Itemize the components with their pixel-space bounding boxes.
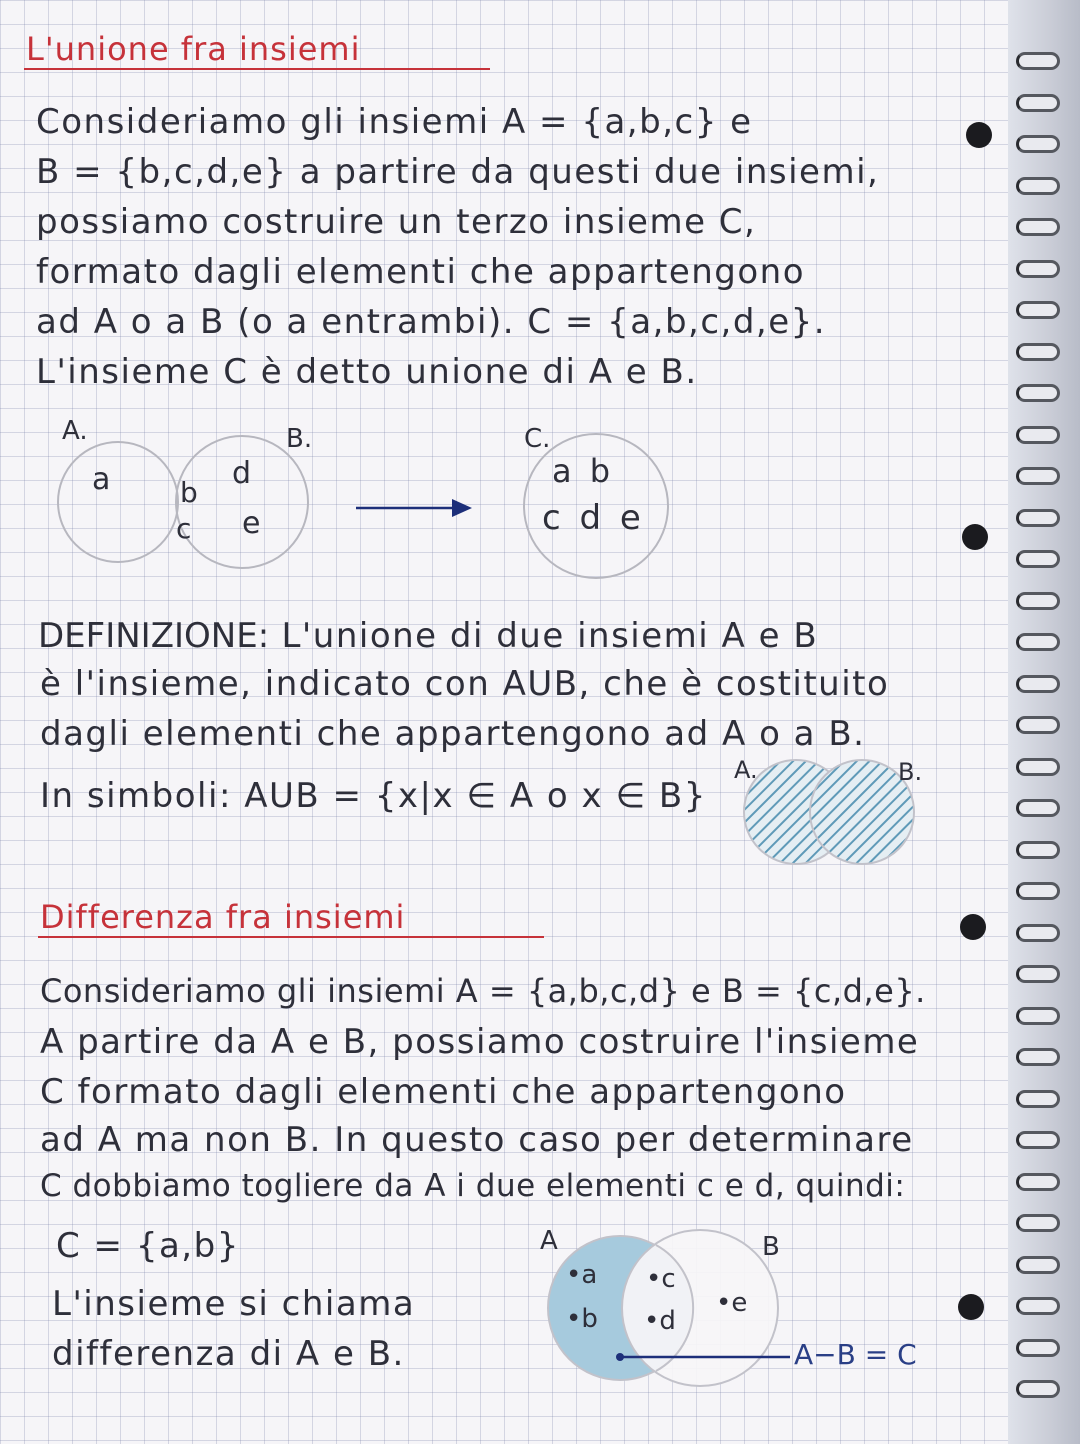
punch-hole [960,914,986,940]
union-element: c [176,512,192,545]
spiral-ring [1016,965,1060,983]
union-text-line: ad A o a B (o a entrambi). C = {a,b,c,d,e}. [36,302,827,342]
difference-text-line: differenza di A e B. [52,1334,405,1374]
spiral-ring [1016,52,1060,70]
spiral-ring [1016,177,1060,195]
union-text-line: possiamo costruire un terzo insieme C, [36,202,757,242]
spiral-ring [1016,509,1060,527]
definition-keyword: DEFINIZIONE: [38,616,270,656]
difference-element: •b [566,1304,598,1334]
spiral-ring [1016,1173,1060,1191]
spiral-ring [1016,384,1060,402]
spiral-ring [1016,758,1060,776]
spiral-ring [1016,94,1060,112]
spiral-ring [1016,301,1060,319]
spiral-ring [1016,1297,1060,1315]
spiral-ring [1016,426,1060,444]
difference-label-b: B [762,1232,780,1262]
spiral-ring [1016,467,1060,485]
difference-text-line: A partire da A e B, possiamo costruire l'insieme [40,1022,920,1062]
label-set-b: B. [286,424,313,454]
spiral-ring [1016,260,1060,278]
spiral-ring [1016,924,1060,942]
spiral-ring [1016,1380,1060,1398]
spiral-ring [1016,343,1060,361]
punch-hole [958,1294,984,1320]
difference-element: •e [716,1288,748,1318]
difference-element: •c [646,1264,676,1294]
union-result-elements: a b [552,452,615,490]
spiral-ring [1016,592,1060,610]
spiral-ring [1016,1090,1060,1108]
spiral-ring [1016,716,1060,734]
difference-text-line: Consideriamo gli insiemi A = {a,b,c,d} e B = {c,d,e}. [40,972,926,1010]
union-text-line: B = {b,c,d,e} a partire da questi due insiemi, [36,152,880,192]
spiral-binding [1008,0,1080,1444]
difference-text-line: C formato dagli elementi che appartengono [40,1072,847,1112]
union-result-elements: c d e [542,498,645,538]
spiral-ring [1016,1048,1060,1066]
label-set-a: A. [62,416,88,446]
definition-venn-label-a: A. [734,756,758,784]
difference-result-set: C = {a,b} [56,1226,240,1266]
definition-text: L'unione di due insiemi A e B [269,616,819,656]
difference-title-underline [38,936,544,938]
difference-text-line: ad A ma non B. In questo caso per determinare [40,1120,914,1160]
difference-text-line: L'insieme si chiama [52,1284,416,1324]
definition-line: è l'insieme, indicato con AUB, che è costituito [40,664,890,704]
spiral-ring [1016,675,1060,693]
spiral-ring [1016,1339,1060,1357]
union-text-line: Consideriamo gli insiemi A = {a,b,c} e [36,102,753,142]
punch-hole [966,122,992,148]
difference-text-line: C dobbiamo togliere da A i due elementi c e d, quindi: [40,1168,906,1204]
difference-label-a: A [540,1226,558,1256]
spiral-ring [1016,1214,1060,1232]
spiral-ring [1016,882,1060,900]
definition-venn-diagram [744,760,914,864]
spiral-ring [1016,799,1060,817]
definition-line: dagli elementi che appartengono ad A o a B. [40,714,866,754]
union-text-line: L'insieme C è detto unione di A e B. [36,352,698,392]
spiral-ring [1016,1007,1060,1025]
spiral-ring [1016,841,1060,859]
difference-element: •d [644,1306,676,1336]
punch-hole [962,524,988,550]
difference-element: •a [566,1260,598,1290]
union-arrow [356,499,472,517]
union-element: e [242,506,261,541]
set-a-circle [58,442,178,562]
spiral-ring [1016,1131,1060,1149]
union-text-line: formato dagli elementi che appartengono [36,252,806,292]
spiral-ring [1016,550,1060,568]
definition-line [38,616,818,656]
label-set-c: C. [524,424,551,454]
union-element: d [232,456,252,491]
definition-symbols: In simboli: AUB = {x|x ∈ A o x ∈ B} [40,776,707,816]
difference-result-label: A−B = C [794,1338,917,1371]
union-title: L'unione fra insiemi [26,30,361,68]
spiral-ring [1016,218,1060,236]
difference-title: Differenza fra insiemi [40,898,406,936]
union-element: a [92,462,111,497]
union-element: b [180,476,198,509]
spiral-ring [1016,135,1060,153]
definition-venn-label-b: B. [898,758,923,786]
spiral-ring [1016,633,1060,651]
spiral-ring [1016,1256,1060,1274]
